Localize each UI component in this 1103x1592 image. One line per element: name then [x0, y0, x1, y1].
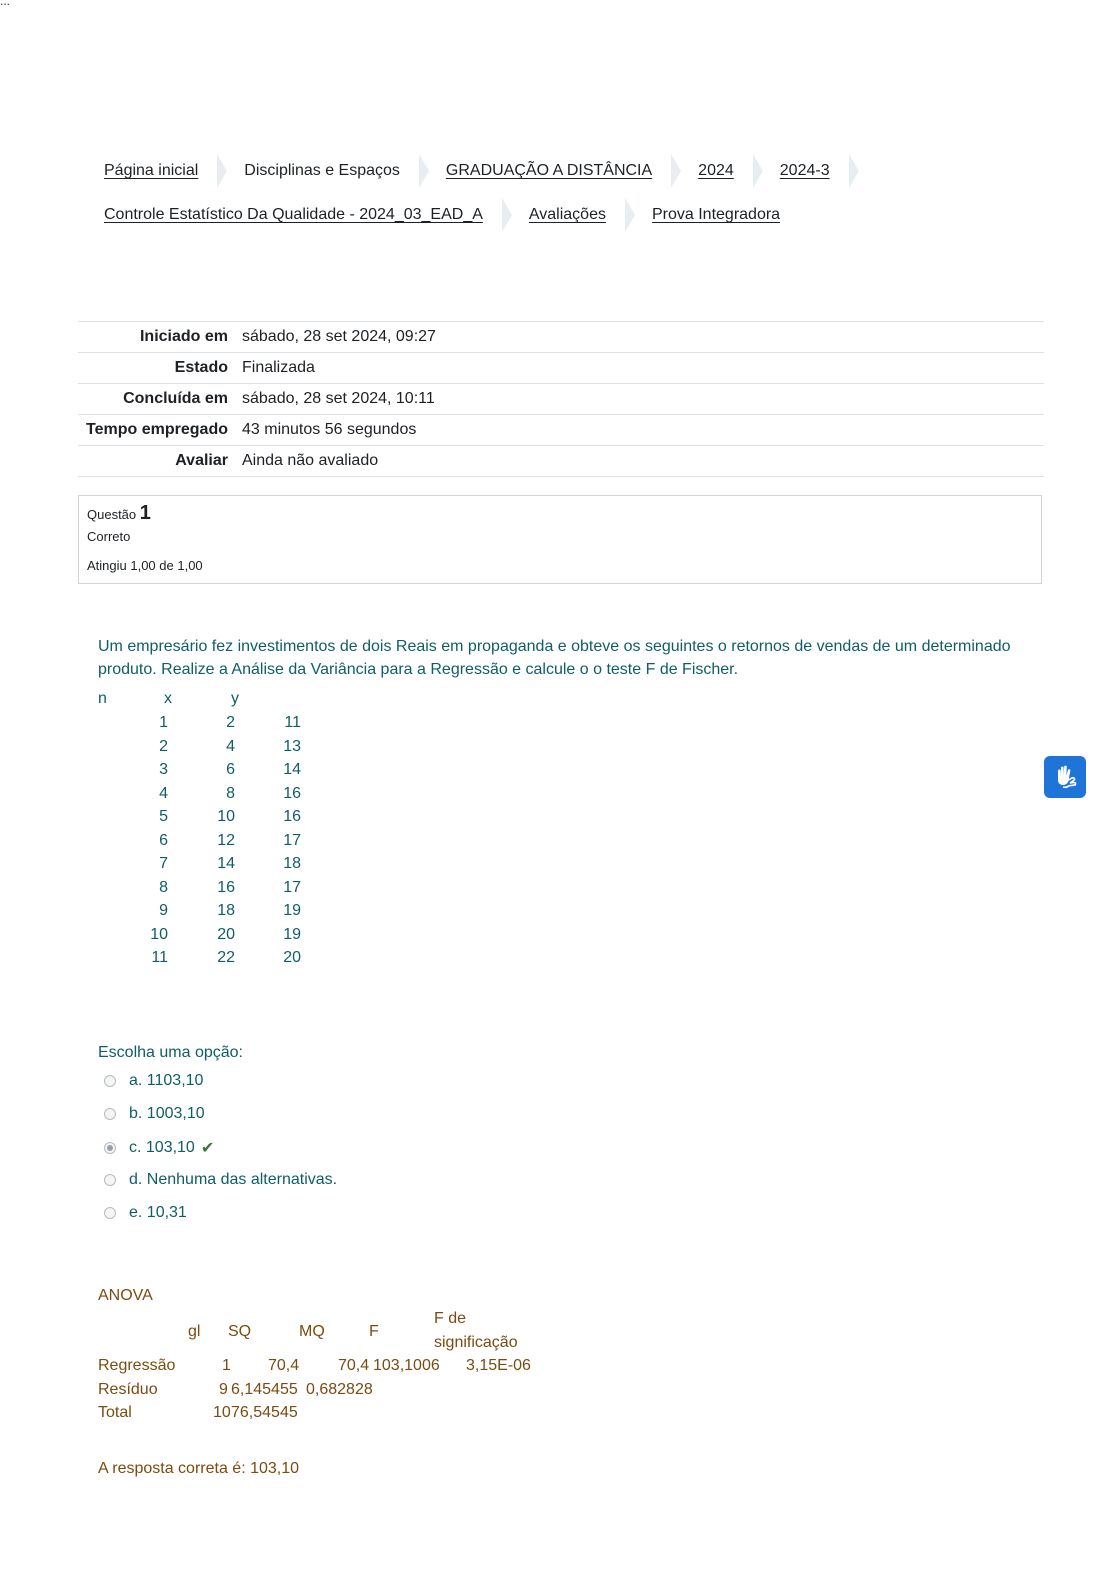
table-cell: 6	[159, 831, 168, 849]
anova-header-sq: SQ	[228, 1323, 252, 1340]
summary-row-state	[78, 353, 1044, 384]
table-cell: 3	[159, 761, 168, 778]
table-cell: 11	[151, 949, 168, 966]
table-cell: 14	[217, 855, 235, 872]
table-cell: 10	[150, 925, 168, 943]
table-cell: 18	[217, 902, 235, 919]
question-info	[78, 495, 1042, 584]
anova-title: ANOVA	[98, 1287, 153, 1304]
correct-answer: A resposta correta é: 103,10	[98, 1460, 300, 1477]
table-cell: 19	[283, 902, 301, 919]
summary-label: Iniciado em	[139, 328, 228, 345]
summary-value: Ainda não avaliado	[242, 452, 379, 469]
table-cell: 8	[159, 878, 168, 896]
breadcrumb-course[interactable]: Controle Estatístico Da Qualidade - 2024_03_EAD_A	[92, 198, 503, 232]
table-cell: 11	[284, 714, 301, 731]
radio-button[interactable]	[104, 1174, 116, 1186]
breadcrumb-home[interactable]: Página inicial	[92, 154, 218, 188]
check-icon: ✔	[200, 1140, 215, 1157]
table-cell: 4	[159, 784, 168, 802]
option-e[interactable]	[104, 1204, 187, 1222]
anova-cell: 70,4	[338, 1357, 370, 1374]
table-cell: 16	[283, 808, 301, 825]
question-state: Correto	[87, 529, 131, 544]
breadcrumb-graduation[interactable]: GRADUAÇÃO A DISTÂNCIA	[434, 154, 672, 188]
option-c[interactable]	[104, 1138, 214, 1158]
anova-header-gl: gl	[188, 1323, 201, 1340]
table-cell: 19	[283, 925, 301, 943]
anova-row-label: Resíduo	[98, 1381, 158, 1398]
table-cell: 5	[159, 808, 168, 825]
anova-cell: 76,54545	[231, 1404, 298, 1421]
choose-label: Escolha uma opção:	[98, 1044, 243, 1061]
summary-row-grade	[78, 446, 1044, 477]
table-cell: 2	[159, 737, 168, 755]
table-cell: 1	[159, 714, 168, 731]
table-cell: 17	[283, 831, 301, 849]
table-cell: 9	[159, 902, 168, 919]
table-cell: 14	[283, 761, 301, 778]
breadcrumb-disciplines: Disciplinas e Espaços	[232, 154, 420, 188]
option-label: c. 103,10	[129, 1139, 195, 1156]
table-cell: 17	[283, 878, 301, 896]
anova-cell: 6,145455	[231, 1381, 298, 1398]
anova-cell: 1	[222, 1357, 231, 1374]
table-cell: 18	[283, 855, 301, 872]
breadcrumb-assessments[interactable]: Avaliações	[517, 198, 626, 232]
anova-cell: 0,682828	[306, 1381, 373, 1398]
anova-header-fsig-1: F de	[434, 1310, 467, 1327]
table-cell: 16	[217, 878, 235, 896]
table-cell: 13	[283, 737, 301, 755]
option-label: e. 10,31	[129, 1204, 187, 1221]
summary-label: Tempo empregado	[86, 421, 228, 438]
table-cell: 12	[217, 831, 235, 849]
anova-cell: 9	[219, 1381, 228, 1398]
table-cell: 4	[226, 737, 235, 755]
summary-label: Avaliar	[175, 452, 228, 469]
anova-cell: 103,1006	[373, 1357, 440, 1374]
summary-value: sábado, 28 set 2024, 10:11	[242, 390, 435, 407]
table-header: n	[98, 690, 107, 707]
table-cell: 20	[217, 925, 235, 943]
radio-button[interactable]	[104, 1108, 116, 1120]
table-cell: 22	[217, 949, 235, 966]
question-number: Questão 1	[87, 502, 151, 524]
option-b[interactable]	[104, 1105, 205, 1123]
anova-cell: 10	[213, 1404, 231, 1421]
table-cell: 16	[283, 784, 301, 802]
anova-cell: 3,15E-06	[466, 1357, 531, 1374]
breadcrumb-row-2	[92, 198, 804, 232]
table-cell: 7	[159, 855, 168, 872]
question-mark: Atingiu 1,00 de 1,00	[87, 558, 203, 573]
accessibility-button[interactable]	[1044, 756, 1086, 798]
breadcrumb-exam[interactable]: Prova Integradora	[651, 206, 781, 223]
breadcrumb	[92, 154, 854, 188]
question-text: Um empresário fez investimentos de dois Reais em propaganda e obteve os seguintes o retornos de vendas de um determinado produto. Realize a Análise da Variância para a Regressão e calcule o o teste F de Fischer.	[98, 638, 1011, 678]
table-cell: 2	[226, 714, 235, 731]
ellipsis: ...	[0, 0, 11, 8]
hand-sign-icon	[1052, 764, 1078, 790]
option-label: b. 1003,10	[129, 1105, 205, 1122]
anova-header-mq: MQ	[299, 1323, 325, 1340]
attempt-summary	[78, 321, 1044, 477]
table-cell: 8	[226, 784, 235, 802]
anova-header-f: F	[369, 1323, 379, 1340]
table-header: x	[164, 690, 172, 707]
summary-row-time	[78, 415, 1044, 446]
summary-value: sábado, 28 set 2024, 09:27	[242, 328, 436, 345]
summary-label: Estado	[174, 359, 228, 376]
summary-label: Concluída em	[123, 390, 228, 407]
option-a[interactable]	[104, 1072, 203, 1090]
option-label: a. 1103,10	[129, 1072, 204, 1089]
table-cell: 6	[226, 761, 235, 778]
summary-row-started	[78, 322, 1044, 353]
radio-button[interactable]	[104, 1075, 116, 1087]
table-cell: 20	[283, 949, 301, 966]
breadcrumb-term[interactable]: 2024-3	[768, 154, 850, 188]
table-cell: 10	[217, 808, 235, 825]
anova-header-fsig-2: significação	[434, 1334, 518, 1351]
radio-button[interactable]	[104, 1207, 116, 1219]
anova-row-label: Total	[98, 1404, 132, 1421]
summary-value: 43 minutos 56 segundos	[242, 421, 417, 438]
option-label: d. Nenhuma das alternativas.	[129, 1171, 338, 1188]
table-header: y	[231, 690, 239, 707]
radio-button-selected[interactable]	[104, 1142, 116, 1154]
option-d[interactable]	[104, 1171, 337, 1189]
breadcrumb-year[interactable]: 2024	[686, 154, 754, 188]
anova-cell: 70,4	[268, 1357, 300, 1374]
anova-row-label: Regressão	[98, 1357, 176, 1374]
summary-value: Finalizada	[242, 359, 315, 376]
summary-row-completed	[78, 384, 1044, 415]
